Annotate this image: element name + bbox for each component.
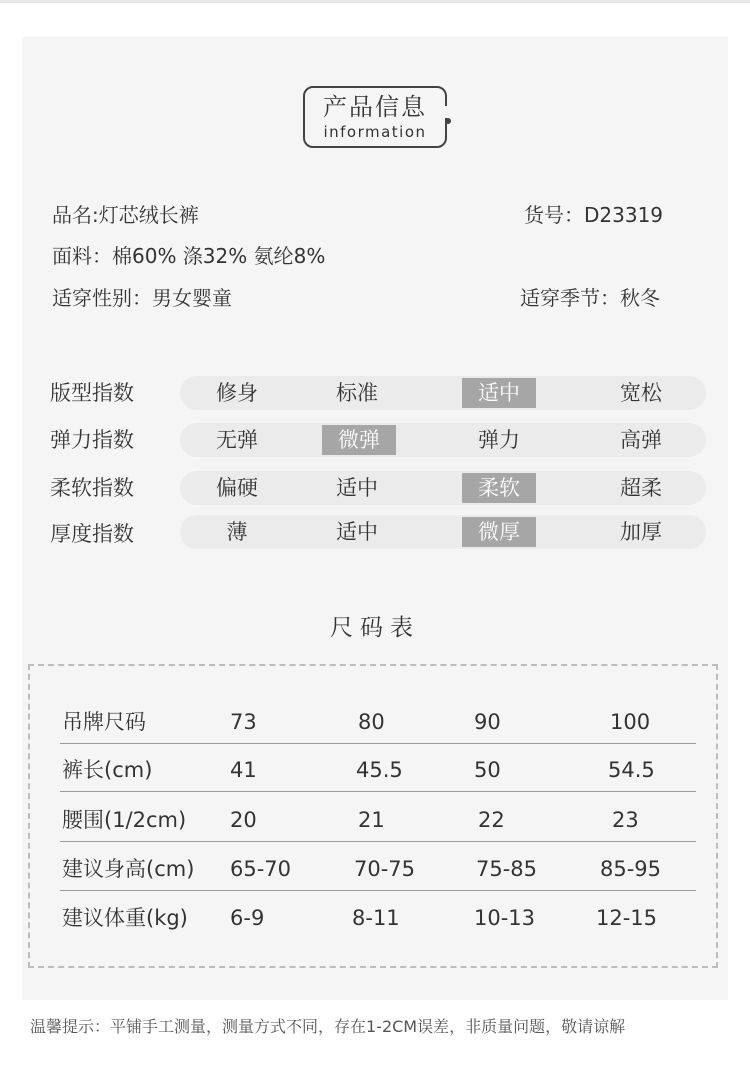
row-divider: [60, 890, 696, 891]
index-option: 偏硬: [216, 476, 258, 500]
table-row: [60, 843, 696, 891]
table-row: [60, 794, 696, 842]
size-cell: 54.5: [608, 758, 655, 782]
size-cell: 100: [610, 710, 651, 734]
top-divider: [0, 0, 750, 3]
title-dot-icon: [445, 118, 451, 124]
size-cell: 73: [230, 710, 257, 734]
product-season: 适穿季节：秋冬: [520, 286, 660, 310]
row-label: 建议身高(cm): [62, 857, 195, 881]
section-title-cn: 产品信息: [323, 93, 427, 121]
size-cell: 8-11: [352, 906, 400, 930]
size-cell: 6-9: [230, 906, 265, 930]
index-option: 超柔: [620, 476, 662, 500]
table-row: [60, 892, 696, 940]
size-cell: 10-13: [474, 906, 536, 930]
product-fabric: 面料：棉60% 涤32% 氨纶8%: [52, 244, 326, 268]
row-label: 腰围(1/2cm): [62, 808, 187, 832]
index-label: 弹力指数: [50, 428, 134, 452]
size-cell: 45.5: [356, 758, 403, 782]
index-label: 版型指数: [50, 381, 134, 405]
index-option: 高弹: [620, 428, 662, 452]
index-scale: [180, 376, 706, 410]
section-title-en: information: [323, 123, 427, 141]
size-cell: 12-15: [596, 906, 658, 930]
index-label: 厚度指数: [50, 522, 134, 546]
index-option: 微厚: [462, 517, 536, 547]
index-option: 宽松: [620, 381, 662, 405]
index-option: 加厚: [620, 520, 662, 544]
size-cell: 80: [358, 710, 385, 734]
index-option: 柔软: [462, 473, 536, 503]
size-cell: 50: [474, 758, 501, 782]
size-cell: 21: [358, 808, 385, 832]
size-cell: 65-70: [230, 857, 292, 881]
product-gender: 适穿性别：男女婴童: [52, 286, 232, 310]
table-row: [60, 696, 696, 744]
index-scale: [180, 423, 706, 457]
index-scale: [180, 515, 706, 549]
row-divider: [60, 841, 696, 842]
footer-note: 温馨提示：平铺手工测量，测量方式不同，存在1-2CM误差，非质量问题，敬请谅解: [30, 1017, 626, 1036]
row-label: 吊牌尺码: [62, 710, 146, 734]
index-option: 适中: [462, 378, 536, 408]
index-option: 薄: [226, 520, 248, 544]
row-label: 建议体重(kg): [62, 906, 188, 930]
size-cell: 20: [230, 808, 257, 832]
section-title-box: [303, 86, 447, 148]
title-box-gap: [438, 106, 452, 118]
index-option: 微弹: [322, 425, 396, 455]
size-chart-title: 尺码表: [330, 615, 420, 641]
size-cell: 23: [612, 808, 639, 832]
row-label: 裤长(cm): [62, 758, 153, 782]
size-cell: 22: [478, 808, 505, 832]
index-option: 无弹: [216, 428, 258, 452]
index-scale: [180, 471, 706, 505]
product-name: 品名:灯芯绒长裤: [52, 203, 199, 227]
index-option: 弹力: [478, 428, 520, 452]
index-option: 标准: [336, 381, 378, 405]
size-cell: 85-95: [600, 857, 662, 881]
index-label: 柔软指数: [50, 476, 134, 500]
size-cell: 90: [474, 710, 501, 734]
size-cell: 70-75: [354, 857, 416, 881]
size-cell: 75-85: [476, 857, 538, 881]
index-option: 适中: [336, 520, 378, 544]
index-option: 适中: [336, 476, 378, 500]
table-row: [60, 744, 696, 792]
row-divider: [60, 791, 696, 792]
size-cell: 41: [230, 758, 257, 782]
index-option: 修身: [216, 381, 258, 405]
product-item-no: 货号：D23319: [524, 203, 664, 227]
